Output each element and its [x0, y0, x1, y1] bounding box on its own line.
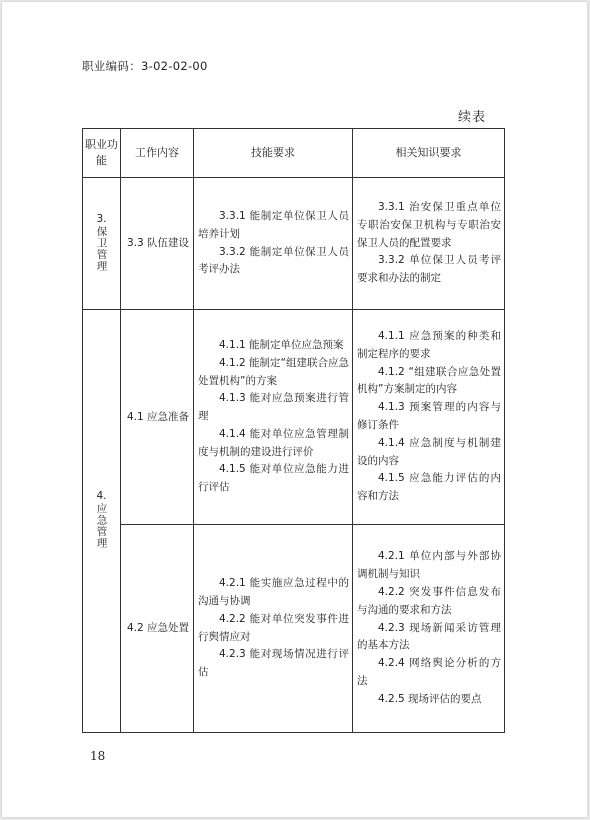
skill-item: 3.3.2 能制定单位保卫人员考评办法 [198, 245, 349, 276]
skills-cell [194, 178, 353, 310]
knowledge-item: 4.2.3 现场新闻采访管理的基本方法 [357, 621, 501, 652]
work-cell: 3.3 队伍建设 [121, 178, 194, 310]
skill-item: 4.1.1 能制定单位应急预案 [219, 338, 344, 351]
skills-table [82, 128, 505, 733]
knowledge-cell [353, 525, 505, 733]
header-work: 工作内容 [121, 129, 194, 178]
table-row [83, 310, 505, 525]
header-skills: 技能要求 [194, 129, 353, 178]
continued-label: 续表 [458, 110, 487, 125]
knowledge-item: 4.1.5 应急能力评估的内容和方法 [357, 472, 501, 503]
skills-cell [194, 525, 353, 733]
skills-cell [194, 310, 353, 525]
skill-item: 4.1.3 能对应急预案进行管理 [198, 392, 349, 423]
function-number: 3. [96, 212, 107, 225]
document-page [2, 2, 587, 817]
knowledge-item: 4.1.2 “组建联合应急处置机构”方案制定的内容 [357, 365, 501, 396]
skill-item: 4.2.3 能对现场情况进行评估 [198, 648, 349, 679]
skill-item: 4.1.2 能制定“组建联合应急处置机构”的方案 [198, 356, 349, 387]
function-number: 4. [96, 490, 107, 502]
header-function: 职业功能 [83, 129, 121, 178]
knowledge-item: 4.1.4 应急制度与机制建设的内容 [357, 436, 501, 467]
knowledge-item: 4.2.1 单位内部与外部协调机制与知识 [357, 550, 501, 581]
knowledge-item: 4.2.4 网络舆论分析的方法 [357, 657, 501, 687]
knowledge-item: 3.3.1 治安保卫重点单位专职治安保卫机构与专职治安保卫人员的配置要求 [357, 201, 501, 249]
skill-item: 3.3.1 能制定单位保卫人员培养计划 [198, 209, 349, 240]
work-cell: 4.2 应急处置 [121, 525, 194, 733]
knowledge-item: 4.1.3 预案管理的内容与修订条件 [357, 401, 501, 431]
table-row [83, 525, 505, 733]
skill-item: 4.2.2 能对单位突发事件进行舆情应对 [198, 612, 349, 643]
function-cell [83, 310, 121, 733]
table-header-row [83, 129, 505, 178]
knowledge-cell [353, 310, 505, 525]
knowledge-item: 4.1.1 应急预案的种类和制定程序的要求 [357, 330, 501, 360]
knowledge-item: 3.3.2 单位保卫人员考评要求和办法的制定 [357, 254, 501, 285]
function-cell [83, 178, 121, 310]
skill-item: 4.1.4 能对单位应急管理制度与机制的建设进行评价 [198, 427, 349, 458]
skill-item: 4.1.5 能对单位应急能力进行评估 [198, 463, 349, 494]
table-row [83, 178, 505, 310]
function-name: 保卫管理 [95, 225, 108, 272]
occupation-code: 职业编码：3-02-02-00 [82, 59, 208, 73]
page-number: 18 [90, 749, 106, 763]
knowledge-item: 4.2.5 现场评估的要点 [378, 692, 482, 705]
work-cell: 4.1 应急准备 [121, 310, 194, 525]
header-knowledge: 相关知识要求 [353, 129, 505, 178]
skill-item: 4.2.1 能实施应急过程中的沟通与协调 [198, 577, 349, 607]
function-name: 应急管理 [95, 503, 108, 549]
knowledge-cell [353, 178, 505, 310]
knowledge-item: 4.2.2 突发事件信息发布与沟通的要求和方法 [357, 586, 501, 616]
